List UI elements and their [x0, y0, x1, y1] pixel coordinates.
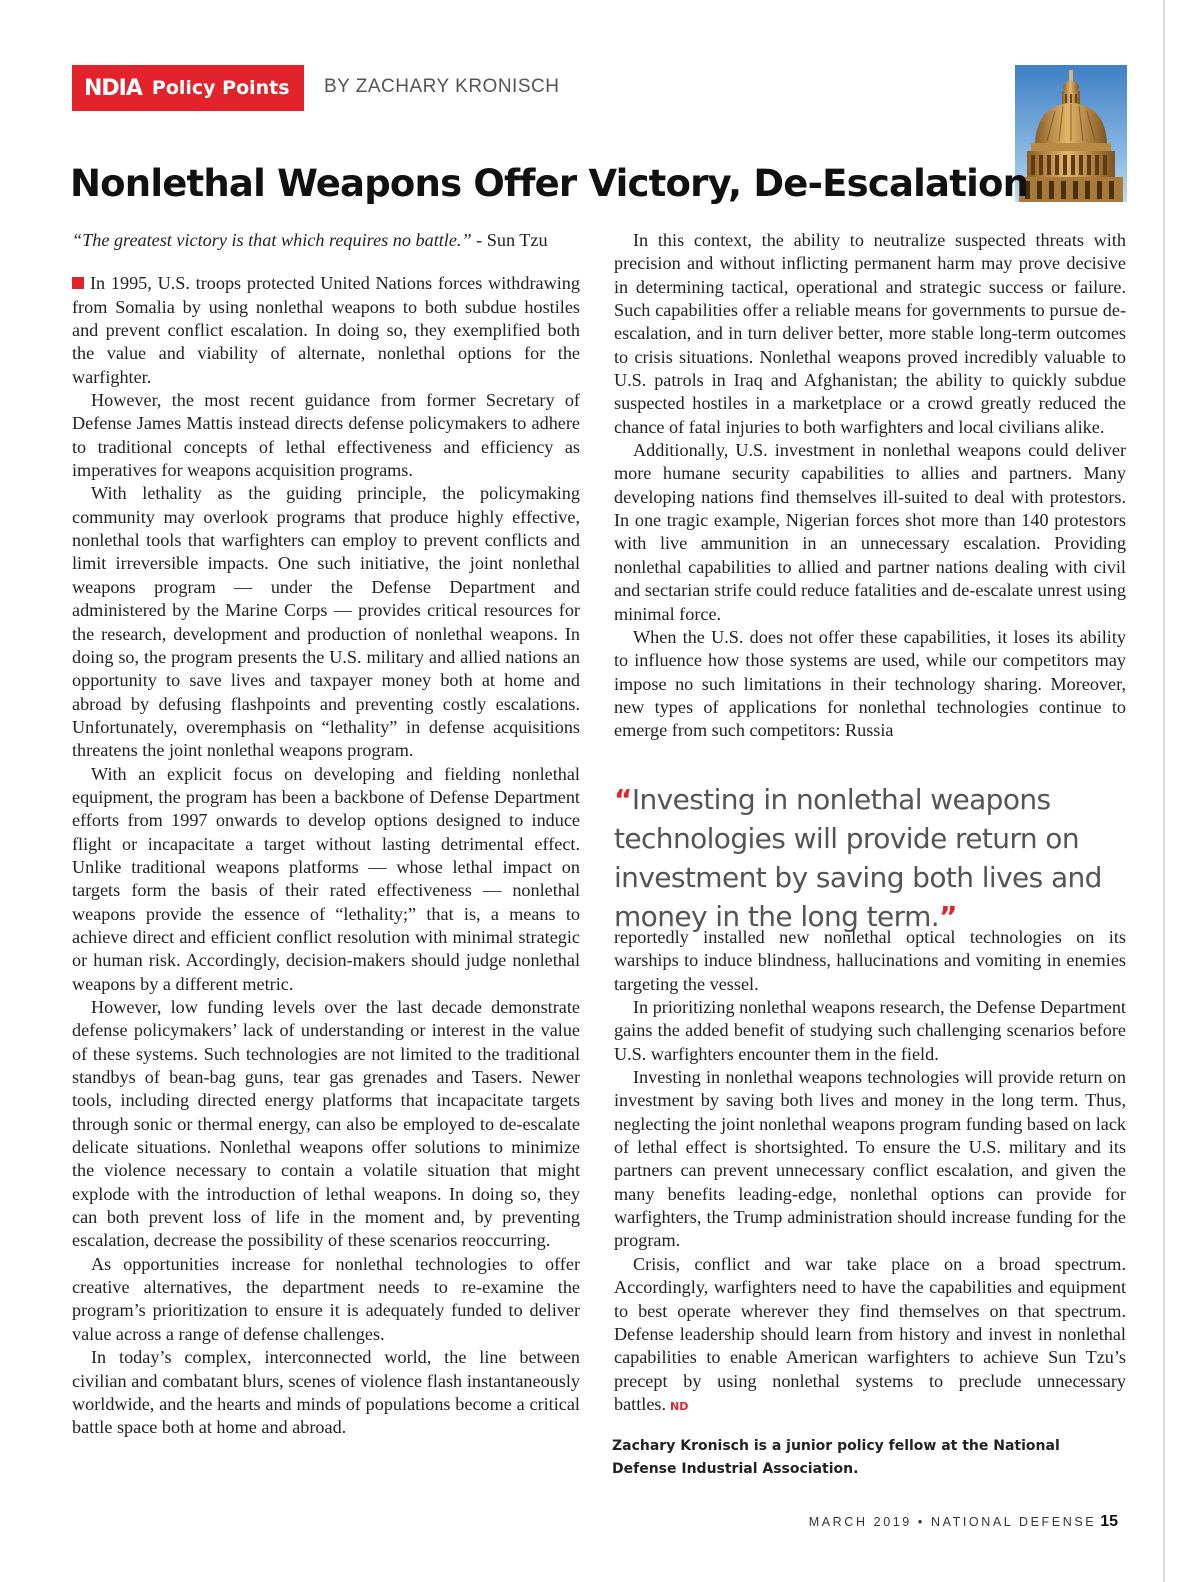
right-column-bottom	[614, 926, 1126, 1418]
capitol-dome-illustration	[1015, 65, 1127, 202]
paragraph: In this context, the ability to neutralize suspected threats with precision and without inflicting permanent harm may prove decisive in determining tactical, operational and strategic success or failure. Such capabilities offer a reliable means for governments to pursue de-escalation, and in turn deliver better, more stable long-term outcomes to crisis situations. Nonlethal weapons proved incredibly valuable to U.S. patrols in Iraq and Afghanistan; the ability to quickly subdue suspected hostiles in a marketplace or a crowd greatly reduced the chance of fatal injuries to both warfighters and local civilians alike.	[614, 230, 1126, 437]
page-footer	[700, 1513, 1118, 1531]
paragraph: When the U.S. does not offer these capabilities, it loses its ability to influence how those systems are used, while our competitors may impose no such limitations in their technology sharing. Moreover, new types of applications for nonlethal technologies continue to emerge from such competitors: Russia	[614, 626, 1126, 741]
paragraph: In today’s complex, interconnected world, the line between civilian and combatant blurs, scenes of violence flash instantaneously worldwide, and the hearts and minds of populations become a critical battle space both at home and abroad.	[72, 1347, 580, 1438]
page-number: 15	[1100, 1513, 1118, 1530]
paragraph: However, low funding levels over the last decade demonstrate defense policymakers’ lack of understanding or interest in the value of these systems. Such technologies are not limited to the traditional standbys of bean-bag guns, tear gas grenades and Tasers. Newer tools, including directed energy platforms that incapacitate targets through sonic or thermal energy, can also be employed to de-escalate delicate situations. Nonlethal weapons offer solutions to minimize the violence necessary to contain a volatile situation that might explode with the introduction of lethal weapons. In doing so, they can both prevent loss of life in the moment and, by preventing escalation, decrease the possibility of these scenarios reoccurring.	[72, 997, 580, 1251]
paragraph: Investing in nonlethal weapons technologies will provide return on investment by saving both lives and money in the long term. Thus, neglecting the joint nonlethal weapons program funding based on lack of lethal effect is shortsighted. To ensure the U.S. military and its partners can prevent unnecessary conflict escalation, and given the many benefits leading-edge, nonlethal options can provide for warfighters, the Trump administration should increase funding for the program.	[614, 1067, 1126, 1251]
pull-quote-text: Investing in nonlethal weapons technologies will provide return on investment by saving both lives and money in the long term.	[614, 783, 1102, 933]
epigraph-quote: “The greatest victory is that which requires no battle.”	[72, 230, 472, 250]
paragraph: With an explicit focus on developing and fielding nonlethal equipment, the program has been a backbone of Defense Department efforts from 1997 onwards to develop options designed to induce flight or incapacitate a target without lasting detrimental effect. Unlike traditional weapons platforms — whose lethal impact on targets form the basis of their rated effectiveness — nonlethal weapons provide the essence of “lethality;” that is, a means to achieve direct and efficient conflict resolution with minimal strategic or human risk. Accordingly, decision-makers should judge nonlethal weapons by a different metric.	[72, 763, 580, 994]
paragraph-final-text: Crisis, conflict and war take place on a broad spectrum. Accordingly, warfighters need to have the capabilities and equipment to best operate wherever they find themselves on that spectrum. Defense leadership should learn from history and invest in nonlethal capabilities to enable American warfighters to achieve Sun Tzu’s precept by using nonlethal systems to preclude unnecessary battles.	[614, 1253, 1126, 1414]
ndia-logo: NDIA	[84, 75, 142, 101]
capitol-dome-image	[1015, 65, 1127, 202]
close-quote-mark: ”	[939, 900, 957, 933]
section-label: Policy Points	[151, 77, 290, 99]
paragraph: As opportunities increase for nonlethal technologies to offer creative alternatives, the department needs to re-examine the program’s prioritization to ensure it is adequately funded to deliver value across a range of defense challenges.	[72, 1253, 580, 1344]
article-title: Nonlethal Weapons Offer Victory, De-Escalation	[70, 162, 1029, 205]
lead-square-icon	[72, 277, 84, 289]
paragraph: Additionally, U.S. investment in nonlethal weapons could deliver more humane security capabilities to allies and partners. Many developing nations find themselves ill-suited to deal with protestors. In one tragic example, Nigerian forces shot more than 140 protestors with live ammunition in an unnecessary escalation. Providing nonlethal capabilities to allied and partner nations dealing with civil and sectarian strife could reduce fatalities and de-escalate unrest using minimal force.	[614, 440, 1126, 624]
page-edge	[1163, 0, 1165, 1582]
paragraph-final	[614, 1253, 1126, 1418]
byline: BY ZACHARY KRONISCH	[324, 76, 560, 97]
open-quote-mark: “	[614, 783, 632, 816]
section-badge	[72, 65, 304, 111]
end-mark: ND	[670, 1399, 689, 1413]
pull-quote	[614, 780, 1144, 936]
paragraph: With lethality as the guiding principle, the policymaking community may overlook programs that produce highly effective, nonlethal tools that warfighters can employ to prevent conflicts and limit irreversible impacts. One such initiative, the joint nonlethal weapons program — under the Defense Department and administered by the Marine Corps — provides critical resources for the research, development and production of nonlethal weapons. In doing so, the program presents the U.S. military and allied nations an opportunity to save lives and taxpayer money both at home and abroad by defusing flashpoints and preventing costly escalations. Unfortunately, overemphasis on “lethality” in defense acquisitions threatens the joint nonlethal weapons program.	[72, 483, 580, 761]
paragraph: In prioritizing nonlethal weapons research, the Defense Department gains the added benefit of studying such challenging scenarios before U.S. warfighters encounter them in the field.	[614, 997, 1126, 1064]
paragraph-lead-text: In 1995, U.S. troops protected United Nations forces withdrawing from Somalia by using nonlethal weapons to both subdue hostiles and prevent conflict escalation. In doing so, they exemplified both the value and viability of alternate, nonlethal options for the warfighter.	[72, 273, 580, 387]
paragraph: However, the most recent guidance from former Secretary of Defense James Mattis instead directs defense policymakers to adhere to traditional concepts of lethal effectiveness and efficiency as imperatives for weapons acquisition programs.	[72, 390, 580, 481]
paragraph-lead	[72, 272, 580, 389]
issue-line: MARCH 2019 • NATIONAL DEFENSE	[808, 1515, 1097, 1529]
epigraph	[72, 229, 580, 252]
paragraph: reportedly installed new nonlethal optical technologies on its warships to induce blindness, hallucinations and vomiting in enemies targeting the vessel.	[614, 927, 1126, 994]
right-column-top	[614, 229, 1126, 743]
left-column	[72, 229, 580, 1440]
epigraph-attribution: - Sun Tzu	[471, 230, 548, 250]
author-bio: Zachary Kronisch is a junior policy fellow at the National Defense Industrial Association.	[612, 1438, 1060, 1477]
